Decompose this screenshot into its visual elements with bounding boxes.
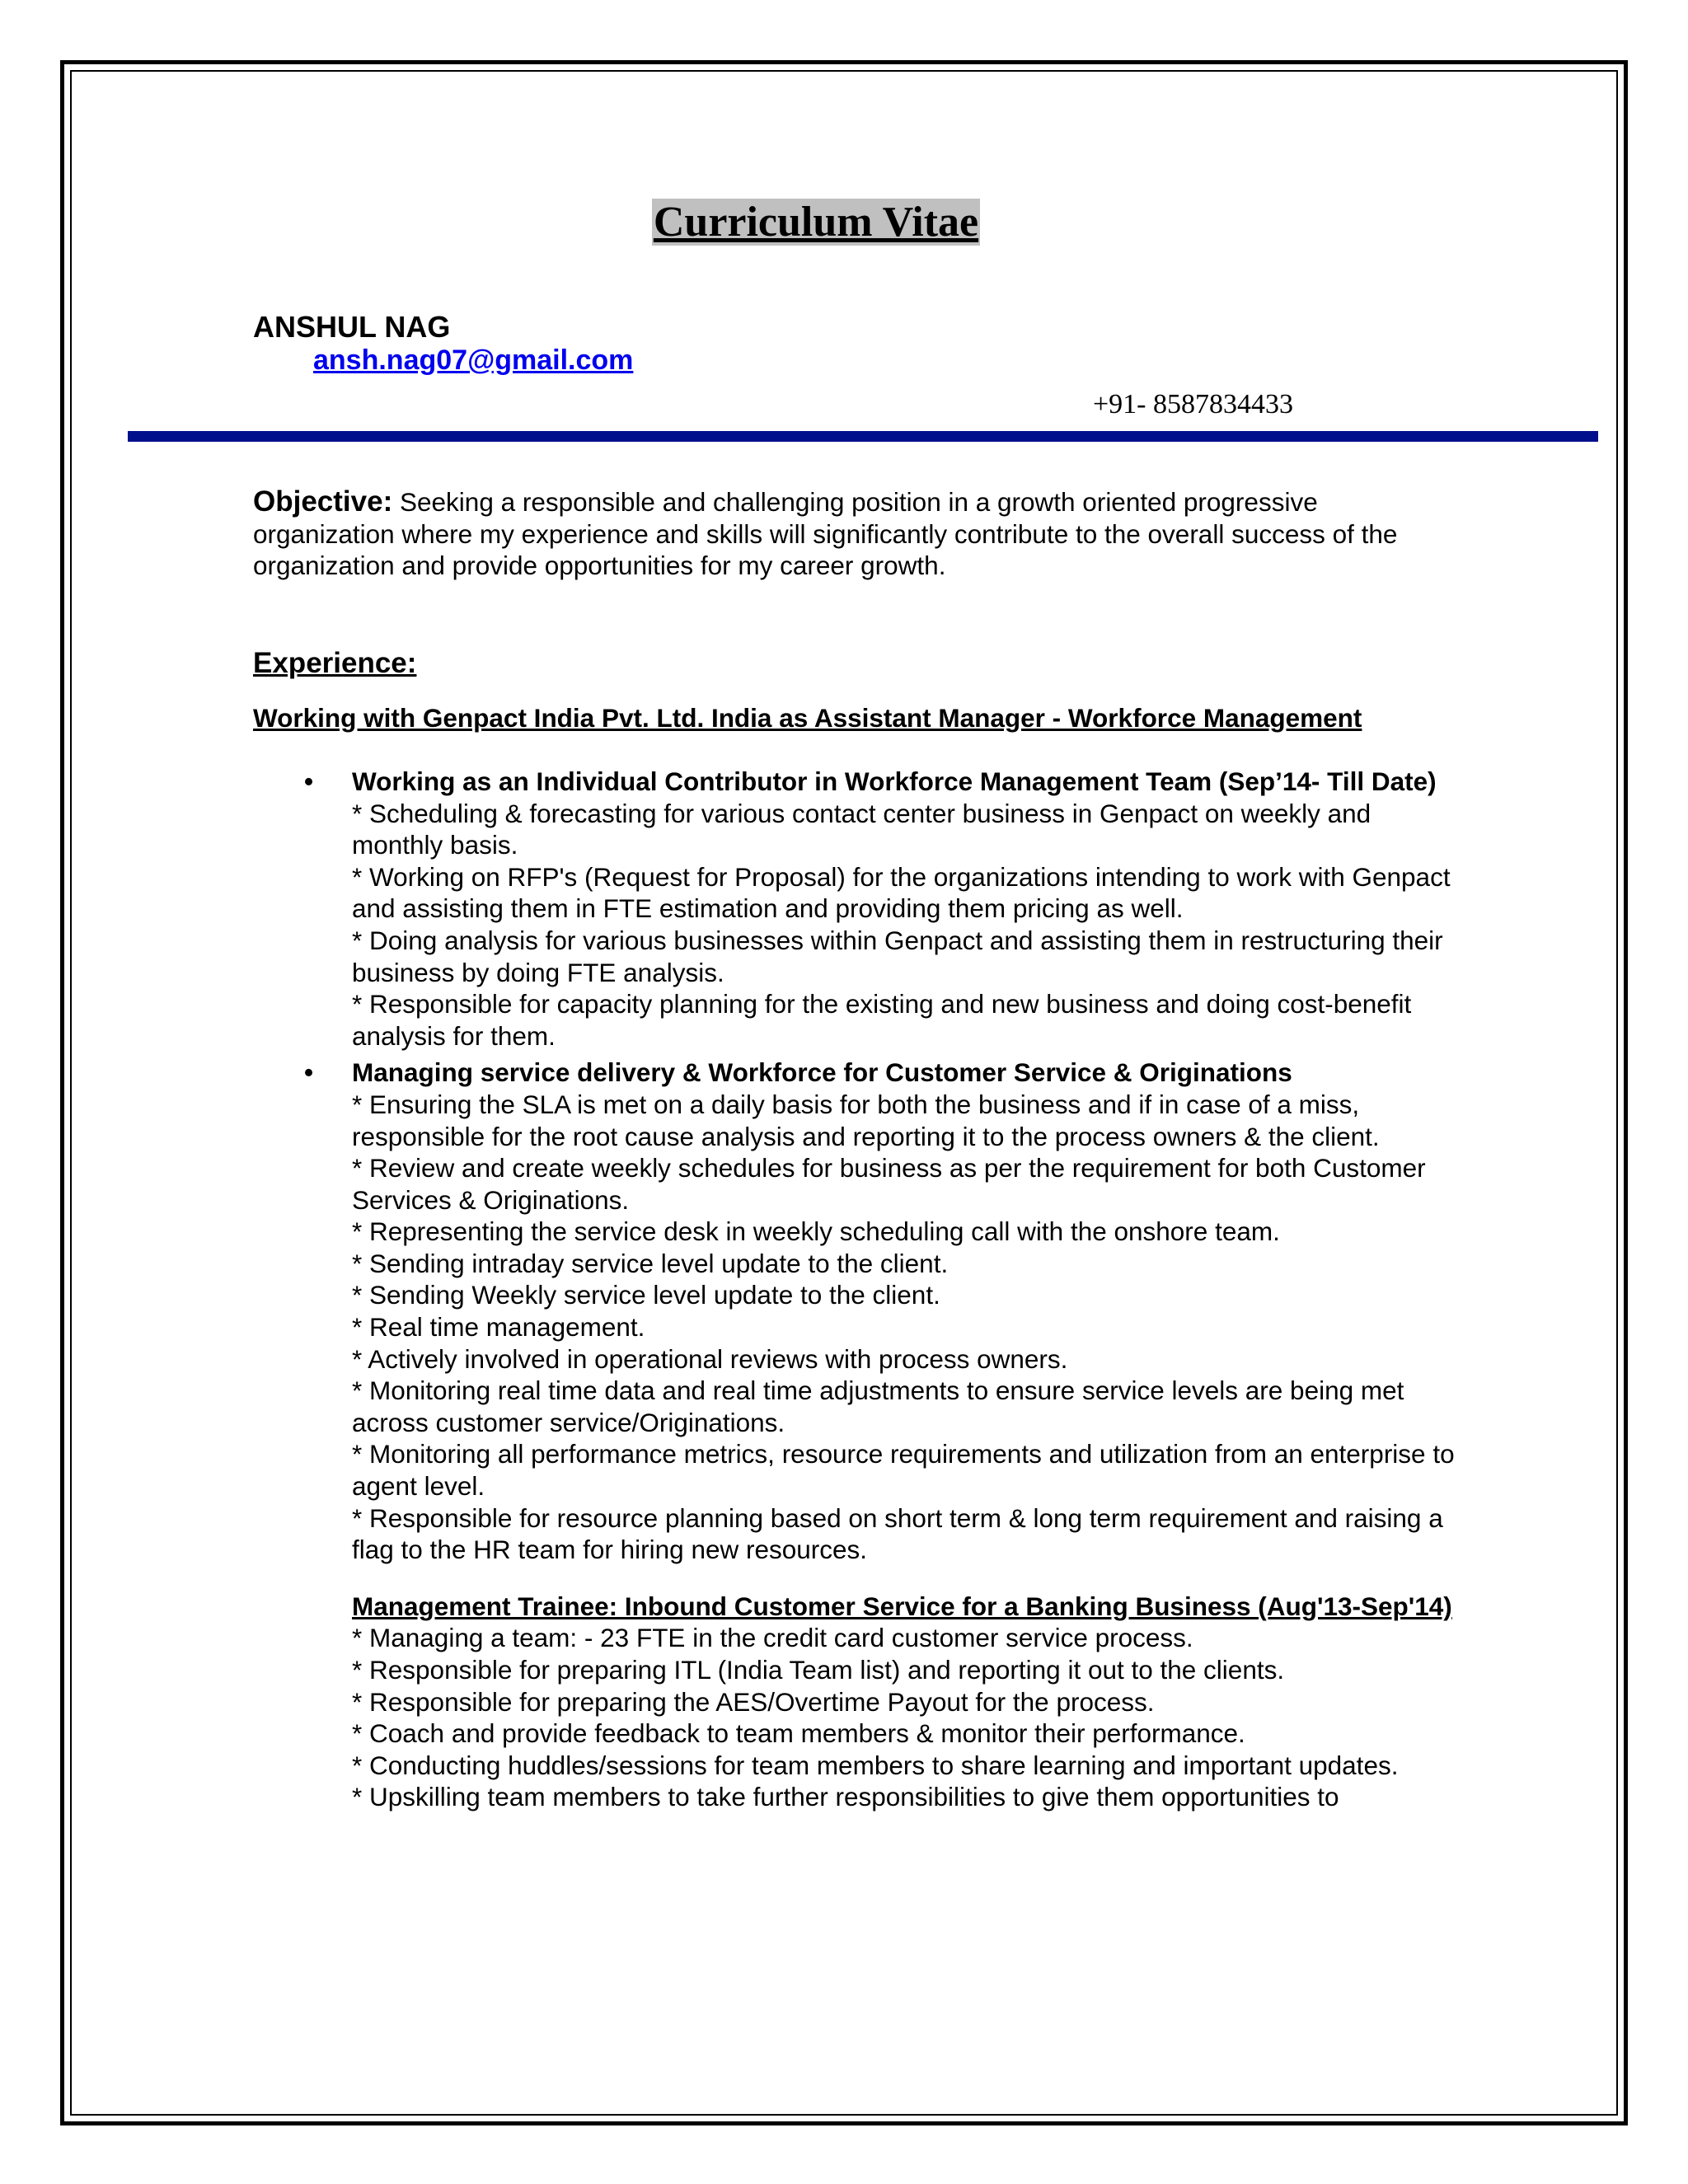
objective-label: Objective: (253, 485, 393, 518)
experience-item (253, 766, 1456, 1052)
trainee-section (253, 1591, 1456, 1813)
experience-line: * Doing analysis for various businesses within Genpact and assisting them in restructuring their business by doing FTE analysis. (352, 925, 1443, 987)
experience-line: * Sending Weekly service level update to the client. (352, 1280, 940, 1310)
trainee-heading: Management Trainee: Inbound Customer Service for a Banking Business (Aug'13-Sep'14) (352, 1591, 1452, 1621)
document-title-text: Curriculum Vitae (653, 199, 979, 246)
trainee-line: * Upskilling team members to take further responsibilities to give them opportunities to (352, 1782, 1339, 1812)
experience-heading: Experience: (253, 646, 417, 679)
experience-line: * Scheduling & forecasting for various contact center business in Genpact on weekly and monthly basis. (352, 798, 1372, 860)
header-divider (128, 431, 1598, 442)
job-title: Working with Genpact India Pvt. Ltd. India as Assistant Manager - Workforce Management (253, 703, 1362, 733)
bullet-icon: • (304, 766, 314, 796)
bullet-icon: • (304, 1057, 314, 1088)
objective-text: Seeking a responsible and challenging position in a growth oriented progressive organization where my experience and skills will significantly contribute to the overall success of the organization and provide opportunities for my career growth. (253, 487, 1398, 581)
trainee-line: * Responsible for preparing ITL (India Team list) and reporting it out to the clients. (352, 1655, 1285, 1685)
email-link[interactable]: ansh.nag07@gmail.com (313, 344, 634, 376)
experience-line: * Real time management. (352, 1312, 645, 1343)
experience-line: * Sending intraday service level update to the client. (352, 1248, 949, 1278)
phone-number: +91- 8587834433 (1093, 389, 1293, 419)
trainee-line: * Managing a team: - 23 FTE in the credit card customer service process. (352, 1623, 1193, 1653)
trainee-line: * Coach and provide feedback to team members & monitor their performance. (352, 1718, 1245, 1749)
resume-body (253, 486, 1456, 1813)
experience-item (253, 1057, 1456, 1566)
experience-line: * Monitoring all performance metrics, resource requirements and utilization from an enterprise to agent level. (352, 1439, 1455, 1502)
experience-line: * Representing the service desk in weekly scheduling call with the onshore team. (352, 1216, 1280, 1247)
experience-line: * Responsible for resource planning based on short term & long term requirement and raising a flag to the HR team for hiring new resources. (352, 1502, 1443, 1565)
experience-line: * Responsible for capacity planning for the existing and new business and doing cost-benefit analysis for them. (352, 989, 1412, 1051)
experience-line: * Ensuring the SLA is met on a daily basis for both the business and if in case of a miss, responsible for the root cause analysis and reporting it to the process owners & the client. (352, 1089, 1380, 1151)
trainee-line: * Responsible for preparing the AES/Overtime Payout for the process. (352, 1686, 1155, 1717)
experience-line: * Monitoring real time data and real time adjustments to ensure service levels are being met across customer service/Originations. (352, 1376, 1404, 1437)
experience-item-heading: Managing service delivery & Workforce for Customer Service & Originations (352, 1057, 1292, 1088)
experience-line: * Actively involved in operational reviews with process owners. (352, 1343, 1068, 1374)
trainee-line: * Conducting huddles/sessions for team members to share learning and important updates. (352, 1750, 1399, 1780)
experience-line: * Review and create weekly schedules for business as per the requirement for both Customer Services & Originations. (352, 1153, 1426, 1215)
objective-section (253, 486, 1456, 582)
experience-item-heading: Working as an Individual Contributor in Workforce Management Team (Sep’14- Till Date) (352, 766, 1437, 796)
document-title (0, 198, 1632, 246)
candidate-name: ANSHUL NAG (253, 310, 451, 344)
experience-line: * Working on RFP's (Request for Proposal) for the organizations intending to work with Genpact and assisting them in FTE estimation and providing them pricing as well. (352, 861, 1451, 924)
